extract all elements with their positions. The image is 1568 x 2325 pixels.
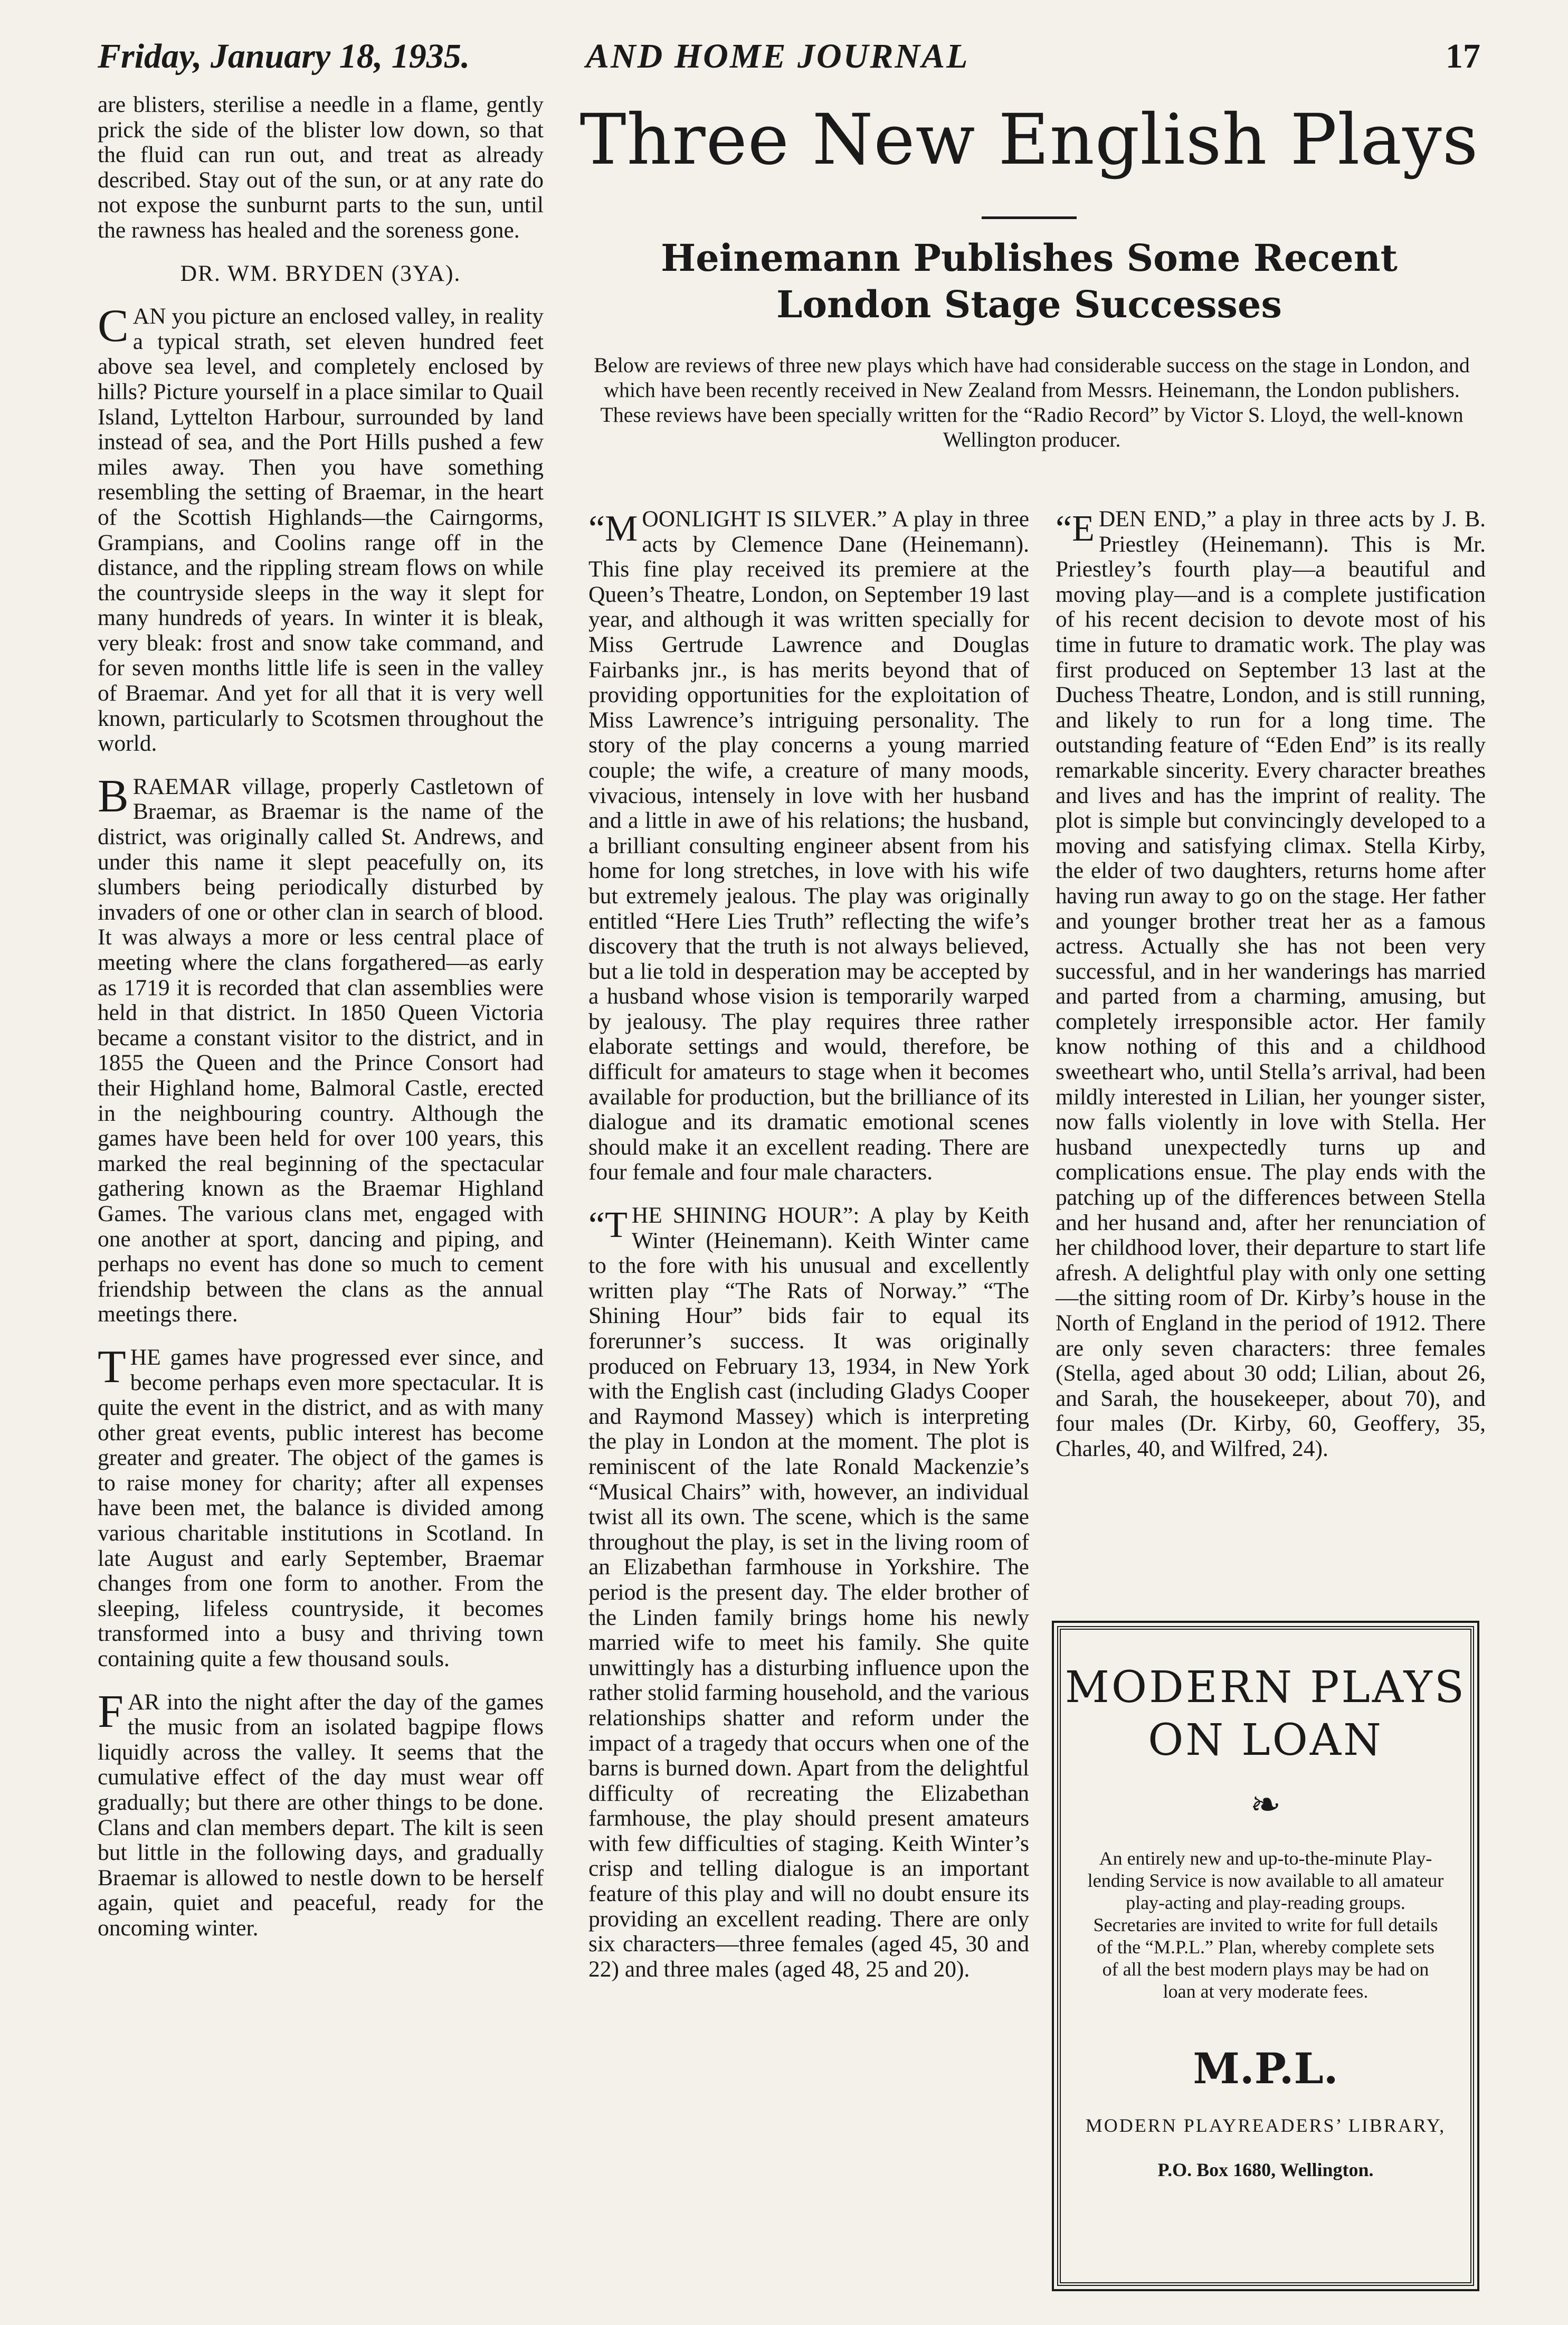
drop-cap: T xyxy=(98,1341,126,1393)
paragraph-text: HE games have progressed ever since, and become perhaps even more spectacular. It is quite the event in the district, and as with many other great events, public interest has become greater and greater. The object of the games is to raise money for charity; after all expenses have been met, the balance is divided among various charitable institutions in Scotland. In late August and early September, Braemar changes from one form to another. From the sleeping, lifeless countryside, it becomes transformed into a busy and thriving town containing quite a few thousand souls. xyxy=(98,1344,544,1672)
left-column xyxy=(98,92,544,1959)
masthead: AND HOME JOURNAL xyxy=(586,37,970,75)
body-paragraph xyxy=(98,300,544,757)
paragraph-text: AR into the night after the day of the games the music from an isolated bagpipe flows liquidly across the valley. It seems that the cumulative effect of the day must wear off gradually; but there are other things to be done. Clans and clan members depart. The kilt is seen but little in the following days, and gradually Braemar is allowed to nestle down to be herself again, quiet and peaceful, ready for the oncoming winter. xyxy=(98,1689,544,1941)
body-paragraph xyxy=(98,1341,544,1672)
review-shining-hour xyxy=(588,1203,1029,1982)
ad-body: An entirely new and up-to-the-minute Play-lending Service is now available to all amateur play-acting and play-reading groups. Secretaries are invited to write for full details of the “M.P.L.” Plan, whereby complete sets of all the best modern plays may be had on loan at very moderate fees. xyxy=(1087,1848,1444,2002)
middle-column xyxy=(588,507,1029,2000)
advertisement-box xyxy=(1057,1626,1474,2286)
page-header xyxy=(98,27,1480,86)
article-intro: Below are reviews of three new plays which have had considerable success on the stage in London, and which have been recently received in New Zealand from Messrs. Heinemann, the London publishers. These reviews have been specially written for the “Radio Record” by Victor S. Lloyd, the well-known Wellington producer. xyxy=(594,353,1470,451)
review-title: DEN END,” xyxy=(1098,506,1217,532)
drop-cap: “M xyxy=(588,508,638,549)
author-signature: DR. WM. BRYDEN (3YA). xyxy=(180,260,461,286)
review-text: a play in three acts by J. B. Priestley (Heinemann). This is Mr. Priestley’s fourth play—a beautiful and moving play—and is a complete justification of his recent decision to devote most of his time in future to dramatic work. The play was first produced on September 13 last at the Duchess Theatre, London, and is still running, and likely to run for a long time. The outstanding feature of “Eden End” is its really remarkable sincerity. Every character breathes and lives and has the imprint of reality. The plot is simple but convincingly developed to a moving and satisfying climax. Stella Kirby, the elder of two daughters, returns home after having run away to go on the stage. Her father and younger brother treat her as a famous actress. Actually she has not been very successful, and in her wanderings has married and parted from a charming, amusing, but completely irresponsible actor. Her family know nothing of this and a childhood sweetheart who, until Stella’s arrival, had been mildly interested in Lilian, her younger sister, now falls violently in love with Stella. Her husband unexpectedly turns up and complications ensue. The play ends with the patching up of the differences between Stella and her husand and, after her renunciation of her childhood lover, their departure to start life afresh. A delightful play with only one setting—the sitting room of Dr. Kirby’s house in the North of England in the period of 1912. There are only seven characters: three females (Stella, aged about 30 odd; Lilian, about 26, and Sarah, the housekeeper, about 70), and four males (Dr. Kirby, 60, Geoffery, 35, Charles, 40, and Wilfred, 24). xyxy=(1056,506,1486,1461)
article-subtitle: Heinemann Publishes Some Recent London Stage Successes xyxy=(661,236,1398,326)
article-title: Three New English Plays xyxy=(579,99,1479,181)
body-paragraph xyxy=(98,770,544,1327)
page-number: 17 xyxy=(1446,37,1480,75)
body-paragraph: are blisters, sterilise a needle in a flame, gently prick the side of the blister low down, so that the fluid can run out, and treat as already described. Stay out of the sun, or at any rate do not expose the sunburnt parts to the sun, until the rawness has healed and the soreness gone. xyxy=(98,92,544,243)
drop-cap: “E xyxy=(1056,508,1095,549)
ornament-icon: ❧ xyxy=(1250,1783,1281,1826)
drop-cap: B xyxy=(98,770,129,822)
drop-cap: C xyxy=(98,300,129,352)
ad-address: P.O. Box 1680, Wellington. xyxy=(1157,2159,1374,2180)
review-text: A play by Keith Winter (Heinemann). Keith Winter came to the fore with his unusual and excellently written play “The Rats of Norway.” “The Shining Hour” bids fair to equal its forerunner’s success. It was originally produced on February 13, 1934, in New York with the English cast (including Gladys Cooper and Raymond Massey) which is interpreting the play in London at the moment. The plot is reminiscent of the late Ronald Mackenzie’s “Musical Chairs” with, however, an individual twist all its own. The scene, which is the same throughout the play, is set in the living room of an Elizabethan farmhouse in Yorkshire. The period is the present day. The elder brother of the Linden family brings home his newly married wife to meet his family. She quite unwittingly has a disturbing influence upon the rather stolid farming household, and the various relationships shatter and reform under the impact of a tragedy that occurs when one of the barns is burned down. Apart from the delightful difficulty of recreating the Elizabethan farmhouse, the play should present amateurs with few difficulties of staging. Keith Winter’s crisp and telling dialogue is an important feature of this play and will no doubt ensure its providing an excellent reading. There are only six characters—three females (aged 45, 30 and 22) and three males (aged 48, 25 and 20). xyxy=(588,1203,1029,1982)
right-column xyxy=(1056,507,1486,1480)
ad-heading: MODERN PLAYS ON LOAN xyxy=(1065,1662,1467,1765)
ad-logo-text: M.P.L. xyxy=(1193,2044,1338,2093)
title-rule xyxy=(982,216,1077,219)
paragraph-text: RAEMAR village, properly Castletown of Braemar, as Braemar is the name of the district, was originally called St. Andrews, and under this name it slept peacefully on, its slumbers being periodically disturbed by invaders of one or other clan in search of blood. It was always a more or less central place of meeting where the clans forgathered—as early as 1719 it is recorded that clan assemblies were held in that district. In 1850 Queen Victoria became a constant visitor to the district, and in 1855 the Queen and the Prince Consort had their Highland home, Balmoral Castle, erected in the neighbouring country. Although the games have been held for over 100 years, this marked the real beginning of the spectacular gathering known as the Braemar Highland Games. The various clans met, engaged with one another at sport, dancing and piping, and perhaps no event has done so much to cement friendship between the clans as the annual meetings there. xyxy=(98,773,544,1327)
review-title: HE SHINING HOUR”: xyxy=(631,1203,860,1228)
paragraph-text: AN you picture an enclosed valley, in reality a typical strath, set eleven hundred feet above sea level, and completely enclosed by hills? Picture yourself in a place similar to Quail Island, Lyttelton Harbour, surrounded by land instead of sea, and the Port Hills pushed a few miles away. Then you have something resembling the setting of Braemar, in the heart of the Scottish Highlands—the Cairngorms, Grampians, and Coolins range off in the distance, and the rippling stream flows on while the countryside sleeps in the way it slept for many hundreds of years. In winter it is bleak, very bleak: frost and snow take command, and for seven months little life is seen in the valley of Braemar. And yet for all that it is very well known, particularly to Scotsmen throughout the world. xyxy=(98,304,544,757)
drop-cap: F xyxy=(98,1686,123,1737)
body-paragraph xyxy=(98,1686,544,1941)
drop-cap: “T xyxy=(588,1205,628,1246)
review-text: A play in three acts by Clemence Dane (Heinemann). This fine play received its premiere at the Queen’s Theatre, London, on September 19 last year, and although it was written specially for Miss Gertrude Lawrence and Douglas Fairbanks jnr., is has merits beyond that of providing opportunities for the exploitation of Miss Lawrence’s intriguing personality. The story of the play concerns a young married couple; the wife, a creature of many moods, vivacious, intensely in love with her husband and a little in awe of his relations; the husband, a brilliant consulting engineer absent from his home for long stretches, in love with his wife but extremely jealous. The play was originally entitled “Here Lies Truth” reflecting the wife’s discovery that the truth is not always believed, but a lie told in desperation may be accepted by a husband whose vision is temporarily warped by jealousy. The play requires three rather elaborate settings and would, therefore, be difficult for amateurs to stage when it becomes available for production, but the brilliance of its dialogue and its dramatic emotional scenes should make it an excellent reading. There are four female and four male characters. xyxy=(588,506,1029,1185)
review-title: OONLIGHT IS SILVER.” xyxy=(642,506,887,532)
issue-date: Friday, January 18, 1935. xyxy=(98,37,470,75)
review-moonlight xyxy=(588,507,1029,1185)
ad-library-name: MODERN PLAYREADERS’ LIBRARY, xyxy=(1085,2115,1446,2136)
review-eden-end xyxy=(1056,507,1486,1462)
